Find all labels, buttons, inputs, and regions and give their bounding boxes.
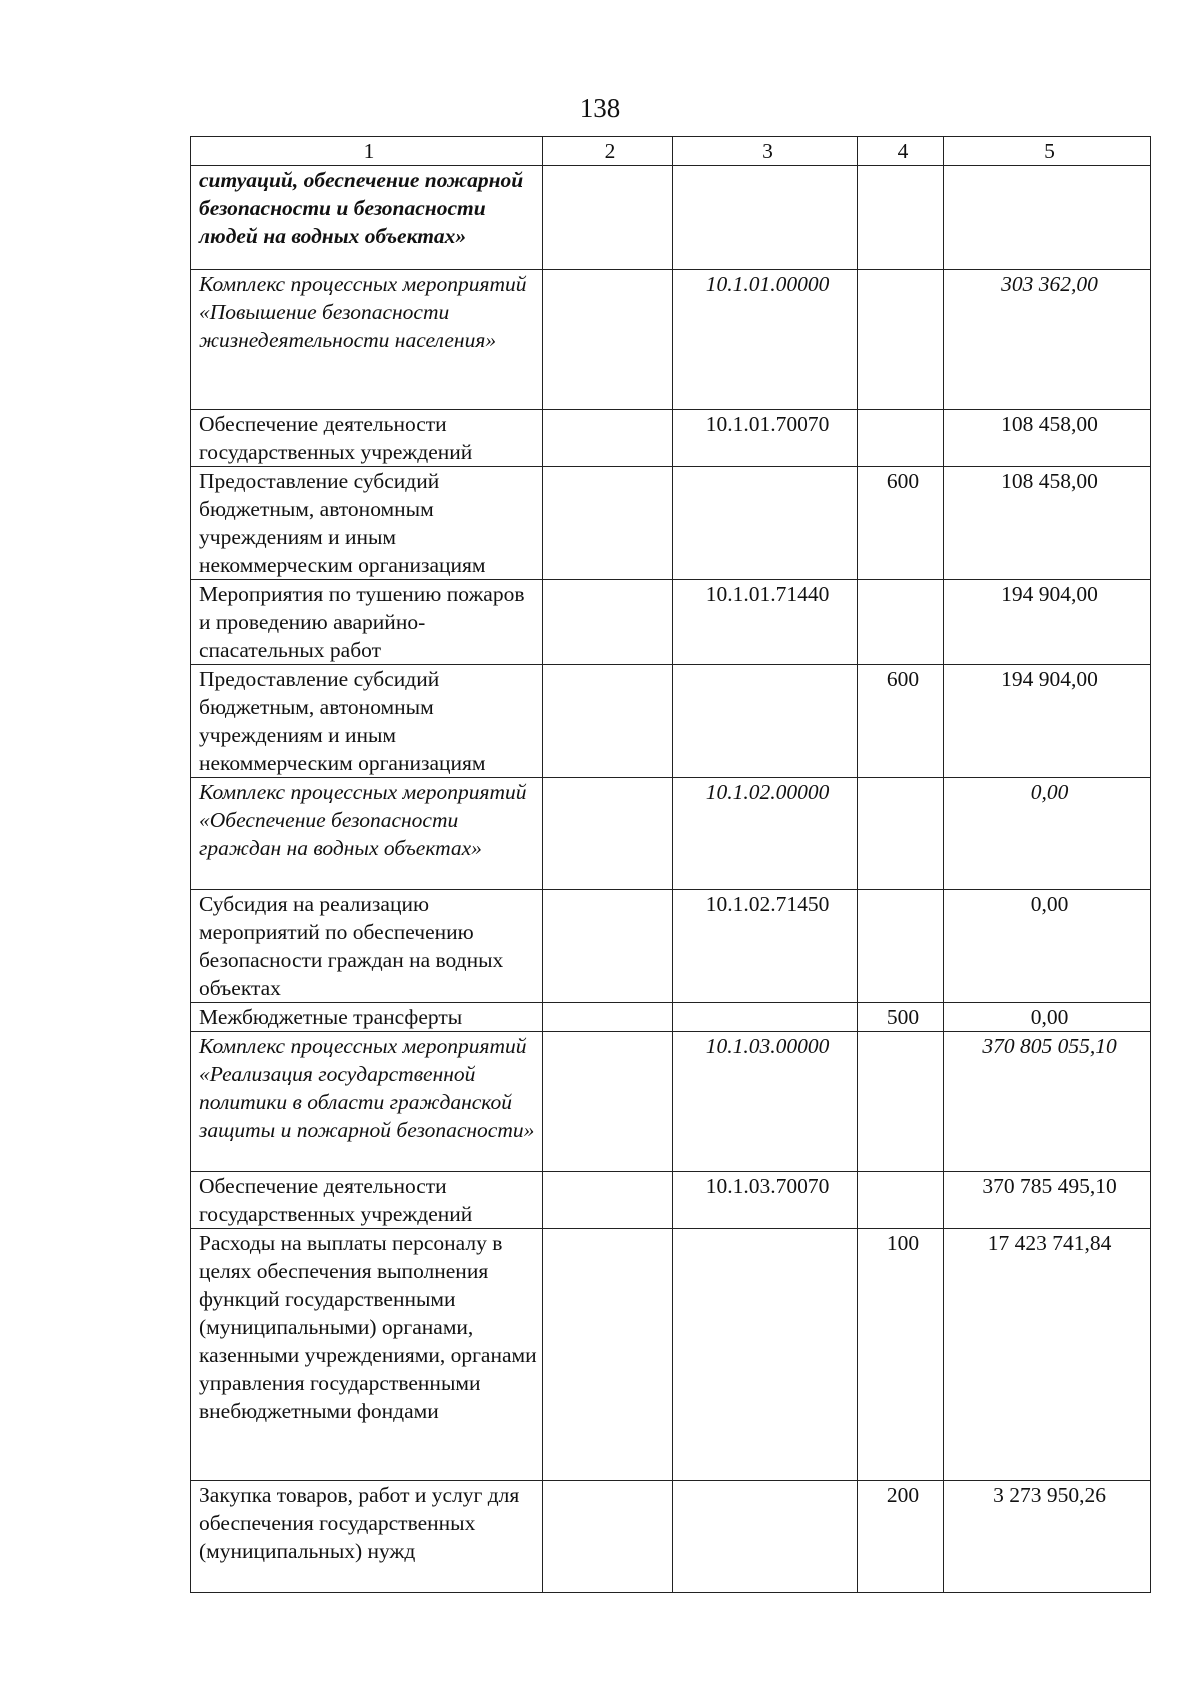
row-amount: 0,00 [944, 1003, 1151, 1032]
row-name: Расходы на выплаты персоналу в целях обеспечения выполнения функций государственными (муниципальными) органами, казенными учреждениями, органами управления государственными внебюджетными фондами [191, 1229, 543, 1481]
row-col2 [543, 890, 673, 1003]
row-name: Субсидия на реализацию мероприятий по обеспечению безопасности граждан на водных объектах [191, 890, 543, 1003]
table-row [191, 1229, 1151, 1481]
row-amount: 108 458,00 [944, 467, 1151, 580]
table-row [191, 1003, 1151, 1032]
row-amount: 194 904,00 [944, 580, 1151, 665]
row-col2 [543, 1003, 673, 1032]
table-row [191, 1481, 1151, 1593]
row-name: Закупка товаров, работ и услуг для обеспечения государственных (муниципальных) нужд [191, 1481, 543, 1593]
row-col2 [543, 580, 673, 665]
table-row [191, 665, 1151, 778]
row-amount: 370 785 495,10 [944, 1172, 1151, 1229]
table-header-row [191, 137, 1151, 166]
row-amount: 108 458,00 [944, 410, 1151, 467]
row-code: 10.1.01.00000 [673, 270, 858, 410]
row-expense-type [858, 1032, 944, 1172]
row-expense-type: 600 [858, 467, 944, 580]
row-expense-type [858, 580, 944, 665]
row-code: 10.1.03.70070 [673, 1172, 858, 1229]
table-row [191, 580, 1151, 665]
row-code [673, 1481, 858, 1593]
row-col2 [543, 1032, 673, 1172]
row-expense-type [858, 270, 944, 410]
row-col2 [543, 467, 673, 580]
row-code: 10.1.03.00000 [673, 1032, 858, 1172]
row-code: 10.1.01.70070 [673, 410, 858, 467]
row-amount: 370 805 055,10 [944, 1032, 1151, 1172]
row-name: Мероприятия по тушению пожаров и проведению аварийно-спасательных работ [191, 580, 543, 665]
row-col2 [543, 410, 673, 467]
row-code [673, 1003, 858, 1032]
row-col2 [543, 270, 673, 410]
row-amount: 17 423 741,84 [944, 1229, 1151, 1481]
row-amount: 194 904,00 [944, 665, 1151, 778]
row-expense-type [858, 778, 944, 890]
column-header: 4 [858, 137, 944, 166]
table-row [191, 270, 1151, 410]
row-name: Обеспечение деятельности государственных учреждений [191, 410, 543, 467]
row-name: Комплекс процессных мероприятий «Обеспечение безопасности граждан на водных объектах» [191, 778, 543, 890]
table-row [191, 166, 1151, 270]
row-col2 [543, 665, 673, 778]
budget-table [190, 136, 1151, 1593]
column-header: 3 [673, 137, 858, 166]
row-code: 10.1.02.71450 [673, 890, 858, 1003]
column-header: 2 [543, 137, 673, 166]
row-col2 [543, 778, 673, 890]
row-expense-type [858, 1172, 944, 1229]
row-expense-type: 100 [858, 1229, 944, 1481]
row-col2 [543, 1229, 673, 1481]
page-number: 138 [579, 93, 621, 123]
table-row [191, 467, 1151, 580]
row-amount [944, 166, 1151, 270]
column-header: 1 [191, 137, 543, 166]
row-name: Комплекс процессных мероприятий «Повышение безопасности жизнедеятельности населения» [191, 270, 543, 410]
row-expense-type [858, 166, 944, 270]
row-expense-type: 200 [858, 1481, 944, 1593]
row-code: 10.1.01.71440 [673, 580, 858, 665]
table-row [191, 1172, 1151, 1229]
row-col2 [543, 166, 673, 270]
row-expense-type [858, 890, 944, 1003]
row-expense-type: 600 [858, 665, 944, 778]
row-expense-type: 500 [858, 1003, 944, 1032]
table-row [191, 890, 1151, 1003]
row-amount: 0,00 [944, 890, 1151, 1003]
row-name: Межбюджетные трансферты [191, 1003, 543, 1032]
row-expense-type [858, 410, 944, 467]
row-code [673, 665, 858, 778]
table-row [191, 778, 1151, 890]
row-name: Комплекс процессных мероприятий «Реализация государственной политики в области гражданской защиты и пожарной безопасности» [191, 1032, 543, 1172]
row-name: Предоставление субсидий бюджетным, автономным учреждениям и иным некоммерческим организациям [191, 665, 543, 778]
row-code: 10.1.02.00000 [673, 778, 858, 890]
table-row [191, 1032, 1151, 1172]
column-header: 5 [944, 137, 1151, 166]
row-name: Обеспечение деятельности государственных учреждений [191, 1172, 543, 1229]
row-amount: 3 273 950,26 [944, 1481, 1151, 1593]
row-amount: 303 362,00 [944, 270, 1151, 410]
table-row [191, 410, 1151, 467]
row-code [673, 1229, 858, 1481]
row-col2 [543, 1481, 673, 1593]
row-code [673, 467, 858, 580]
row-amount: 0,00 [944, 778, 1151, 890]
row-name: ситуаций, обеспечение пожарной безопасности и безопасности людей на водных объектах» [191, 166, 543, 270]
row-name: Предоставление субсидий бюджетным, автономным учреждениям и иным некоммерческим организациям [191, 467, 543, 580]
row-col2 [543, 1172, 673, 1229]
row-code [673, 166, 858, 270]
